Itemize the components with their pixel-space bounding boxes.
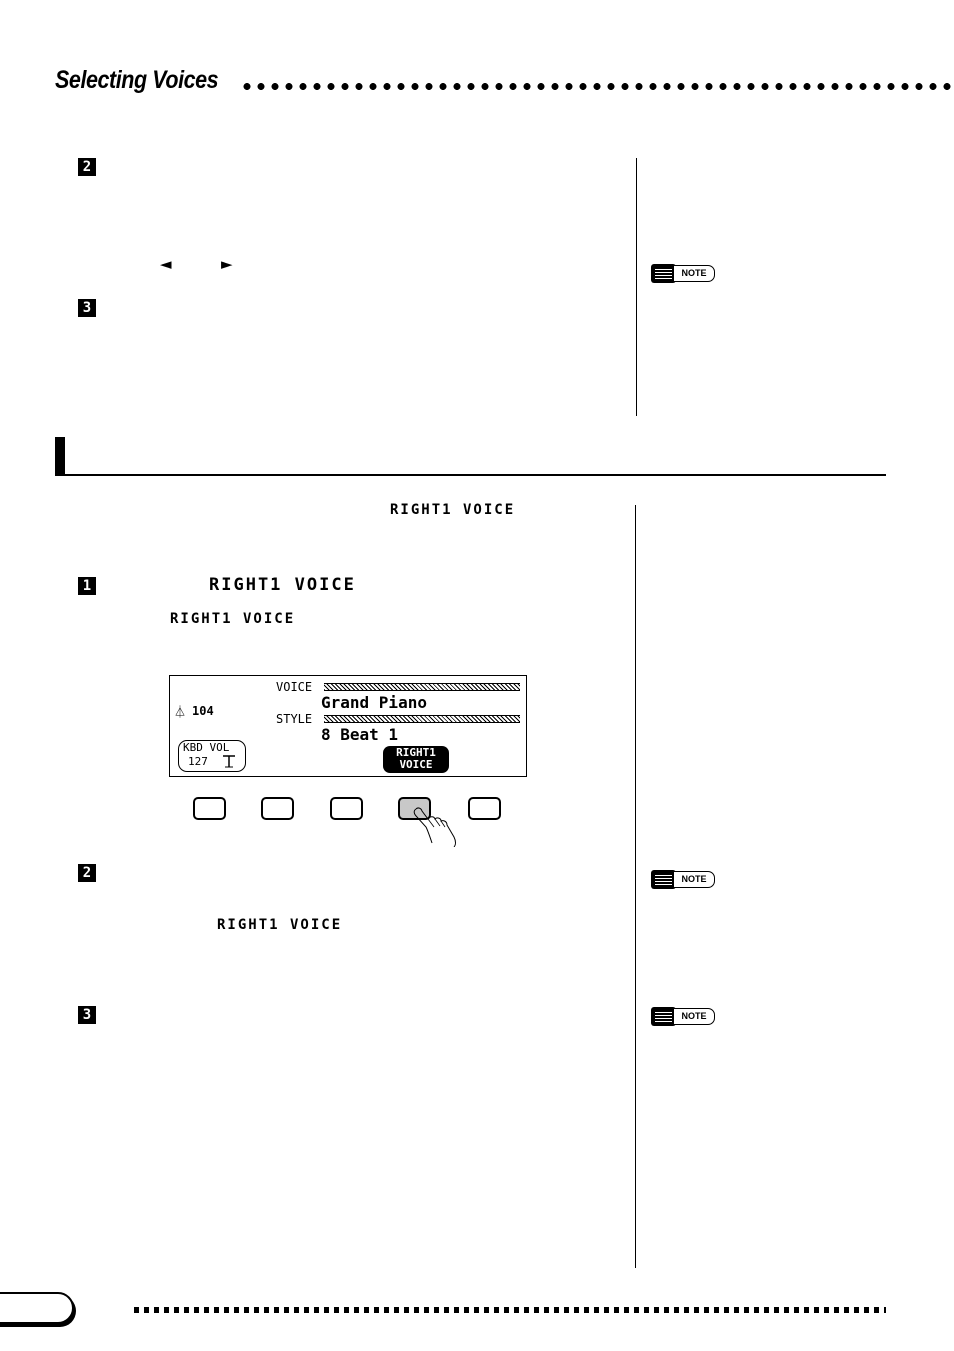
note-icon-3	[651, 1007, 715, 1026]
metronome-icon: ⏃	[174, 705, 187, 719]
step-3-badge: 3	[78, 299, 96, 317]
panel-button-2[interactable]	[261, 797, 294, 820]
slider-icon	[221, 754, 237, 768]
subsection-rule	[55, 474, 886, 476]
header-dot-rule	[240, 82, 954, 91]
lcd-right1-line2: VOICE	[399, 758, 433, 771]
footer-dot-rule	[134, 1307, 886, 1313]
style-value: 8 Beat 1	[321, 725, 399, 744]
panel-button-5[interactable]	[468, 797, 501, 820]
voice-value: Grand Piano	[321, 693, 427, 712]
style-hatch-bar	[324, 715, 520, 723]
kbd-vol-box	[178, 740, 246, 772]
lcd-right1-line1: RIGHT1	[396, 746, 436, 759]
step-2b-badge: 2	[78, 864, 96, 882]
intro-right1-voice-label: RIGHT1 VOICE	[390, 502, 516, 518]
kbd-vol-label: KBD VOL	[183, 741, 230, 754]
note-icon-2	[651, 870, 715, 889]
note-label: NOTE	[673, 265, 715, 282]
left-arrow-icon: ◄	[160, 255, 172, 273]
pressing-hand-icon	[410, 805, 460, 847]
step-2-badge: 2	[78, 158, 96, 176]
step1-right1-voice-label: RIGHT1 VOICE	[170, 611, 296, 627]
lcd-display	[169, 675, 527, 777]
panel-button-1[interactable]	[193, 797, 226, 820]
step1-right1-voice-heading: RIGHT1 VOICE	[209, 575, 356, 595]
step-3b-badge: 3	[78, 1006, 96, 1024]
panel-button-3[interactable]	[330, 797, 363, 820]
lcd-right1-voice-button[interactable]	[383, 746, 449, 773]
subsection-bar	[55, 437, 65, 476]
margin-divider-2	[635, 505, 636, 1268]
margin-divider	[636, 158, 637, 416]
section-title: Selecting Voices	[55, 66, 219, 94]
page-number-tab	[0, 1292, 74, 1324]
step2-right1-voice-label: RIGHT1 VOICE	[217, 917, 343, 933]
voice-hatch-bar	[324, 683, 520, 691]
voice-label: VOICE	[276, 680, 313, 694]
style-label: STYLE	[276, 712, 313, 726]
note-icon	[651, 264, 715, 283]
tempo-value: 104	[192, 704, 214, 718]
right-arrow-icon: ►	[221, 255, 233, 273]
step-1-badge: 1	[78, 577, 96, 595]
kbd-vol-value: 127	[188, 755, 208, 768]
note-label-3: NOTE	[673, 1008, 715, 1025]
note-label-2: NOTE	[673, 871, 715, 888]
